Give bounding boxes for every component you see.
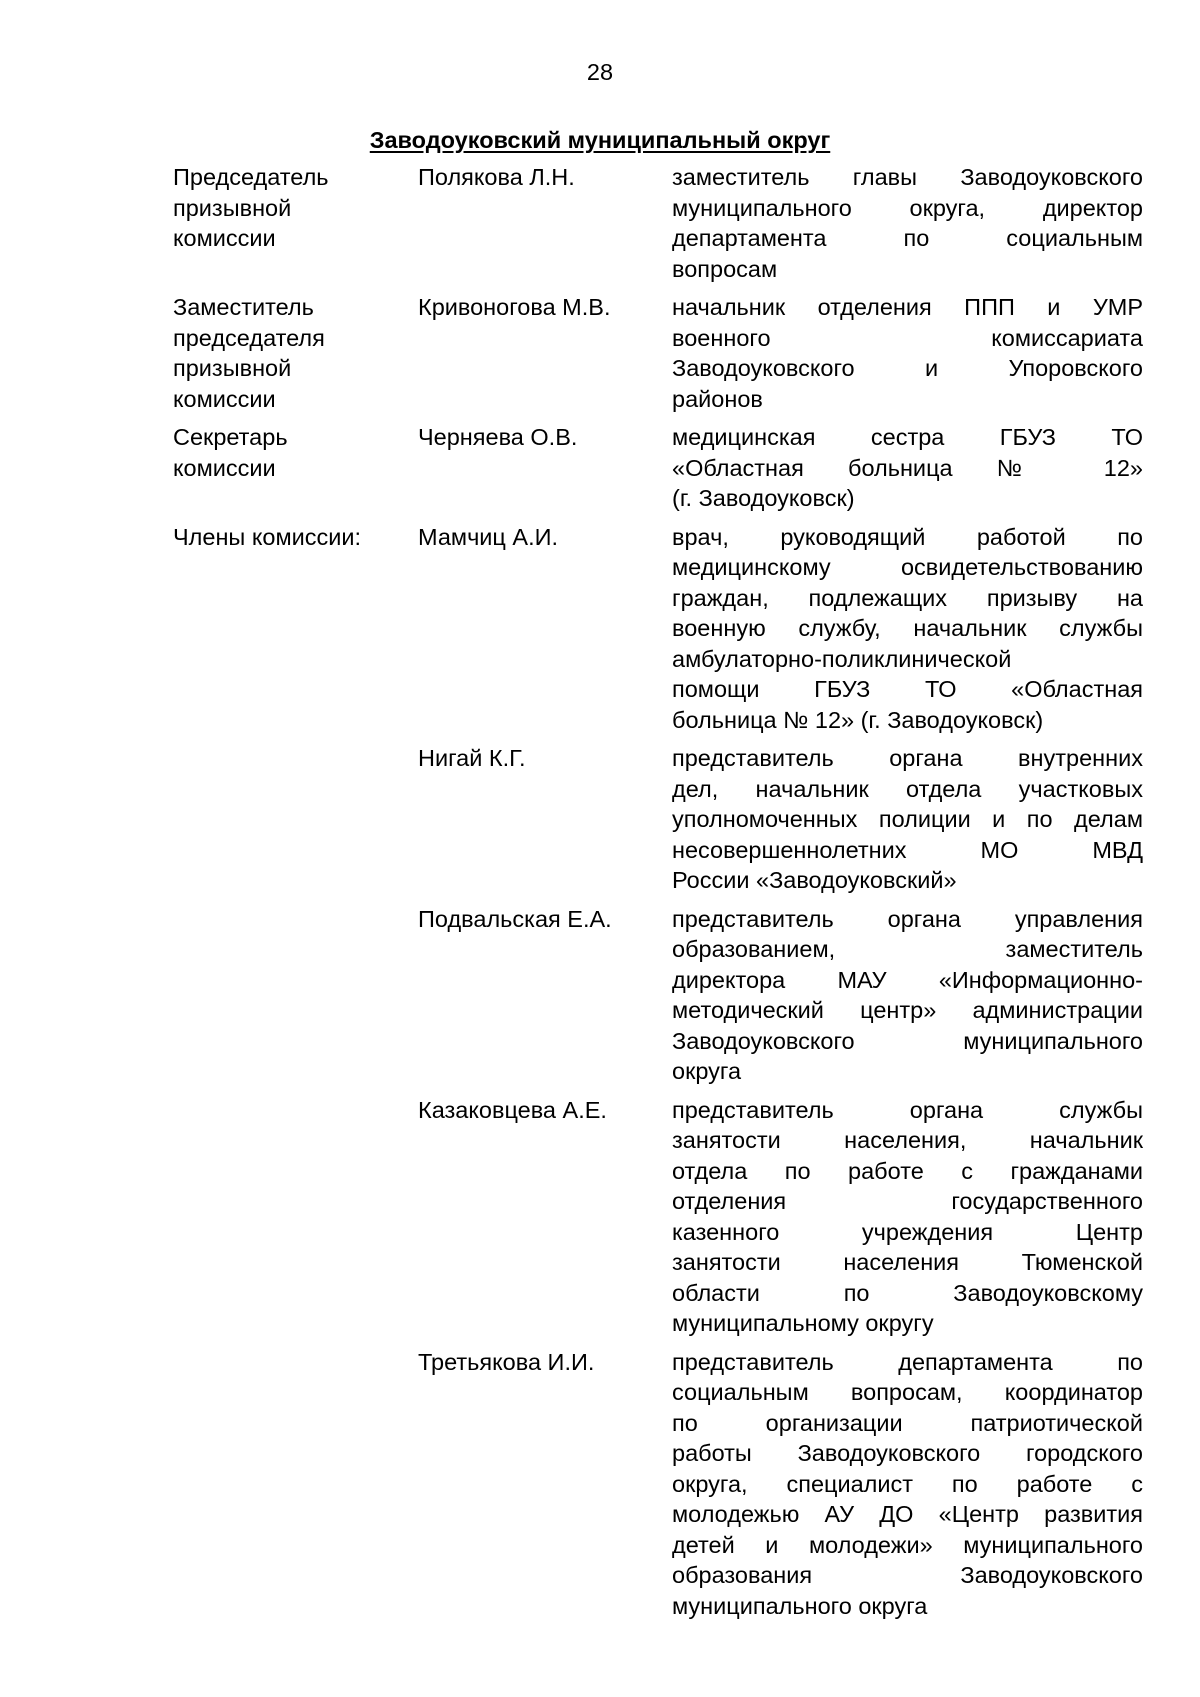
member-position-line: «Областная больница № 12» xyxy=(672,454,1143,481)
commission-row xyxy=(173,522,1143,736)
member-name: Полякова Л.Н. xyxy=(418,164,575,190)
member-position-line: муниципальному округу xyxy=(672,1310,934,1336)
member-position-line: медицинскому освидетельствованию xyxy=(672,554,1143,580)
member-position-line: представитель департамента по xyxy=(672,1348,1143,1375)
member-position-line: занятости населения, начальник xyxy=(672,1127,1143,1153)
member-position-line: образования Заводоуковского xyxy=(672,1562,1143,1588)
commission-row xyxy=(173,162,1143,284)
member-position-line: округа xyxy=(672,1058,742,1084)
member-position-line: заместитель главы Заводоуковского xyxy=(672,164,1143,190)
member-role xyxy=(173,522,418,736)
member-name: Мамчиц А.И. xyxy=(418,523,559,550)
member-position-line: военную службу, начальник службы xyxy=(672,615,1143,641)
member-position-line: представитель органа внутренних xyxy=(672,745,1143,771)
member-position-line: врач, руководящий работой по xyxy=(672,523,1143,550)
member-name: Подвальская Е.А. xyxy=(418,905,612,932)
member-position xyxy=(672,162,1143,284)
member-role-line: комиссии xyxy=(173,225,276,251)
commission-row xyxy=(173,1095,1143,1339)
member-name: Черняева О.В. xyxy=(418,424,578,450)
commission-row xyxy=(173,743,1143,896)
member-position xyxy=(672,292,1143,414)
member-role xyxy=(173,162,418,284)
member-role-line: комиссии xyxy=(173,385,276,412)
member-position-line: Заводоуковского и Упоровского xyxy=(672,355,1143,381)
member-position xyxy=(672,422,1143,514)
member-role xyxy=(173,1095,418,1339)
commission-row xyxy=(173,1347,1143,1622)
member-position-line: казенного учреждения Центр xyxy=(672,1218,1143,1245)
member-position-line: больница № 12» (г. Заводоуковск) xyxy=(672,706,1044,733)
member-name: Нигай К.Г. xyxy=(418,745,526,771)
member-position-line: вопросам xyxy=(672,255,778,282)
member-position xyxy=(672,904,1143,1087)
member-position-line: по организации патриотической xyxy=(672,1409,1143,1436)
member-role xyxy=(173,904,418,1087)
commission-row xyxy=(173,292,1143,414)
member-position-line: социальным вопросам, координатор xyxy=(672,1379,1143,1405)
member-position xyxy=(672,522,1143,736)
member-name: Третьякова И.И. xyxy=(418,1348,595,1375)
member-name: Казаковцева А.Е. xyxy=(418,1096,607,1123)
commission-row xyxy=(173,422,1143,514)
member-position-line: (г. Заводоуковск) xyxy=(672,485,855,511)
member-position-line: России «Заводоуковский» xyxy=(672,867,957,893)
member-role xyxy=(173,1347,418,1622)
member-position-line: отдела по работе с гражданами xyxy=(672,1157,1143,1184)
section-heading: Заводоуковский муниципальный округ xyxy=(369,127,831,153)
member-role xyxy=(173,422,418,514)
member-role-line: комиссии xyxy=(173,454,276,481)
member-position-line: занятости населения Тюменской xyxy=(672,1249,1143,1275)
member-position-line: амбулаторно-поликлинической xyxy=(672,645,1012,672)
member-position-line: помощи ГБУЗ ТО «Областная xyxy=(672,676,1143,702)
member-position-line: детей и молодежи» муниципального xyxy=(672,1531,1143,1558)
member-position xyxy=(672,1095,1143,1339)
member-role-line: председателя xyxy=(173,324,325,351)
member-position-line: муниципального округа xyxy=(672,1592,928,1619)
member-position-line: представитель органа управления xyxy=(672,905,1143,932)
member-position-line: муниципального округа, директор xyxy=(672,194,1143,221)
commission-list xyxy=(173,162,1143,1621)
member-name: Кривоногова М.В. xyxy=(418,294,611,320)
member-role-line: призывной xyxy=(173,355,292,381)
member-position-line: директора МАУ «Информационно- xyxy=(672,966,1143,993)
member-role-line: Председатель xyxy=(173,164,329,190)
member-position-line: работы Заводоуковского городского xyxy=(672,1440,1143,1466)
member-position-line: медицинская сестра ГБУЗ ТО xyxy=(672,424,1143,450)
member-role-line: Секретарь xyxy=(173,424,288,450)
member-position-line: департамента по социальным xyxy=(672,225,1143,251)
member-position-line: округа, специалист по работе с xyxy=(672,1470,1143,1497)
member-position-line: несовершеннолетних МО МВД xyxy=(672,836,1143,863)
member-position-line: отделения государственного xyxy=(672,1188,1143,1214)
member-position-line: молодежью АУ ДО «Центр развития xyxy=(672,1501,1143,1527)
member-position xyxy=(672,1347,1143,1622)
member-position-line: представитель органа службы xyxy=(672,1096,1143,1123)
member-position-line: уполномоченных полиции и по делам xyxy=(672,806,1143,832)
member-position-line: военного комиссариата xyxy=(672,324,1143,351)
member-position-line: образованием, заместитель xyxy=(672,936,1143,962)
member-position xyxy=(672,743,1143,896)
commission-row xyxy=(173,904,1143,1087)
page-number: 28 xyxy=(586,59,614,85)
member-position-line: районов xyxy=(672,385,763,412)
member-position-line: области по Заводоуковскому xyxy=(672,1279,1143,1306)
member-position-line: методический центр» администрации xyxy=(672,997,1143,1023)
member-position-line: дел, начальник отдела участковых xyxy=(672,775,1143,802)
member-position-line: Заводоуковского муниципального xyxy=(672,1027,1143,1054)
member-role xyxy=(173,743,418,896)
member-role-line: Члены комиссии: xyxy=(173,523,362,550)
member-role-line: призывной xyxy=(173,194,292,221)
member-role-line: Заместитель xyxy=(173,294,314,320)
member-position-line: начальник отделения ППП и УМР xyxy=(672,294,1143,320)
member-position-line: граждан, подлежащих призыву на xyxy=(672,584,1143,611)
member-role xyxy=(173,292,418,414)
